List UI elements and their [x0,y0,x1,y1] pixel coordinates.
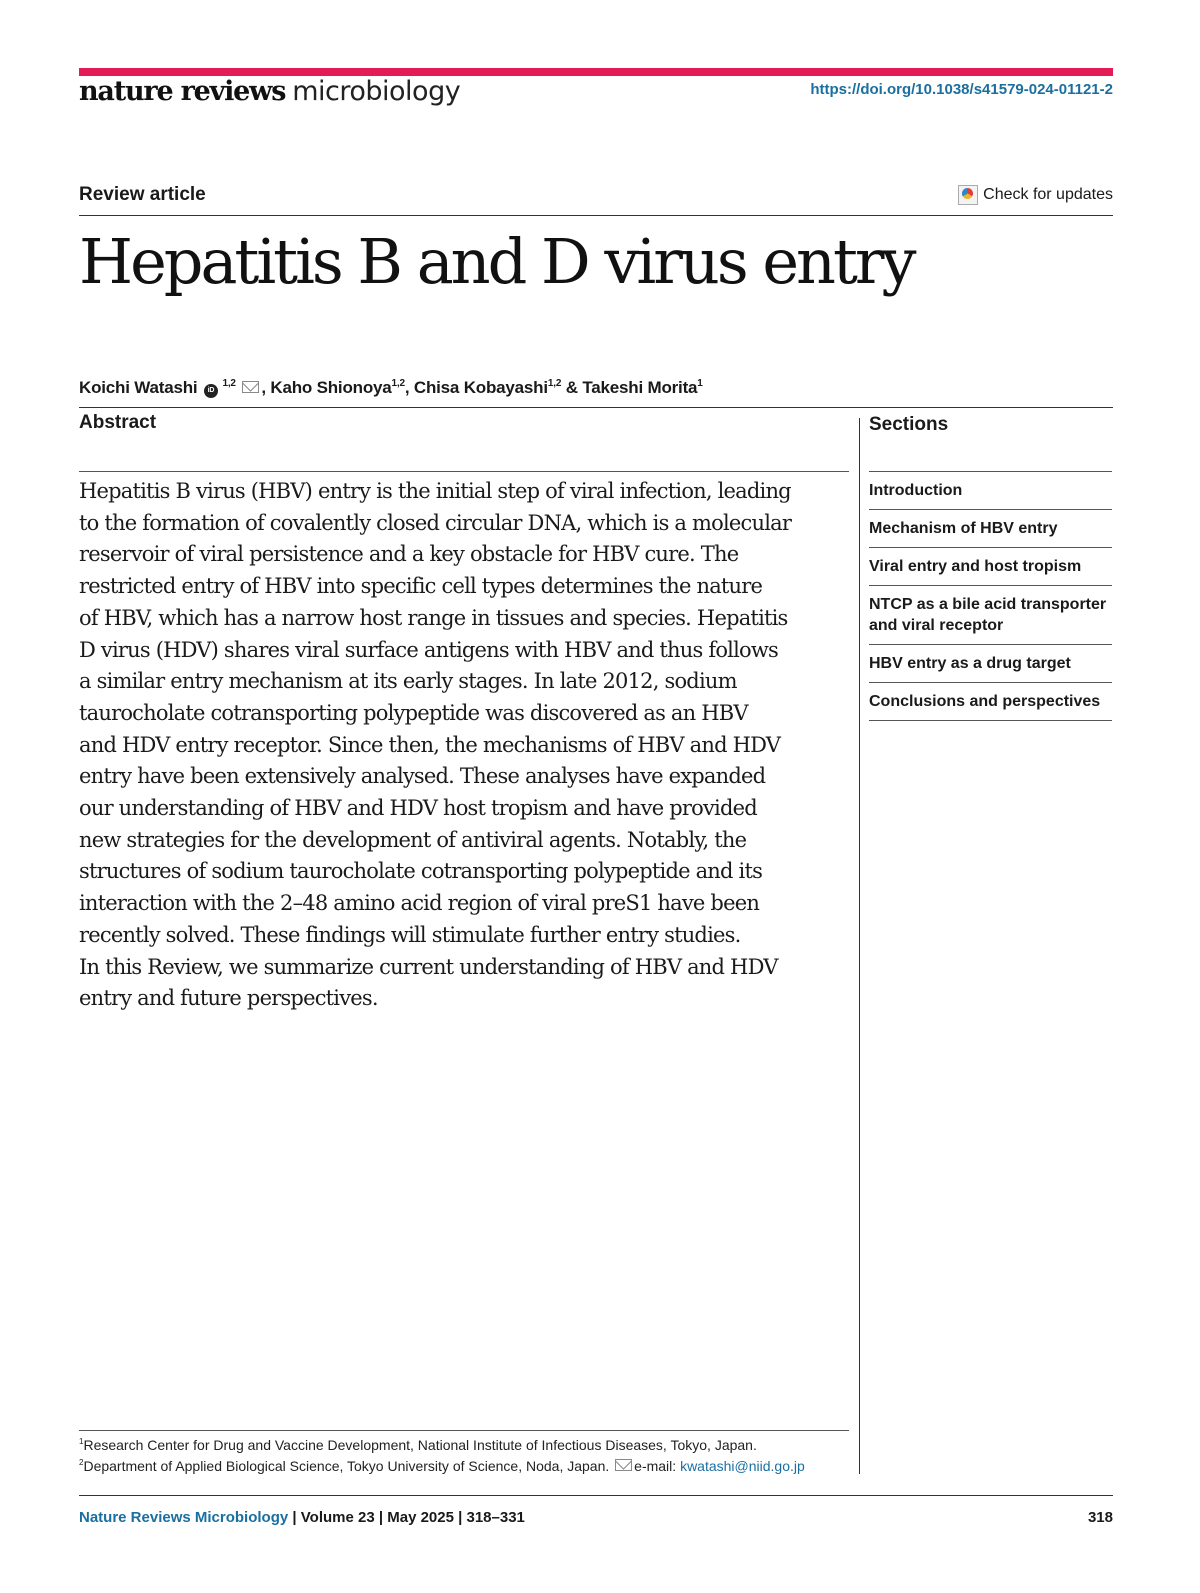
section-link-tropism[interactable]: Viral entry and host tropism [869,547,1112,585]
author-name[interactable]: Koichi Watashi [79,378,198,397]
author-affiliation-sup: 1,2 [547,378,562,389]
author-name[interactable]: Chisa Kobayashi [413,378,548,397]
footer-sep: | [374,1509,388,1526]
email-label: e-mail: [634,1458,677,1474]
author-affiliation-sup: 1,2 [222,378,236,389]
footer-sep: | [288,1509,301,1526]
brand-light-text: microbiology [292,76,461,107]
column-divider [859,418,860,1474]
affiliation-text: Research Center for Drug and Vaccine Development, National Institute of Infectious Diseases, Tokyo, Japan. [83,1437,757,1453]
abstract-line: entry have been extensively analysed. These analyses have expanded [79,764,766,789]
section-link-ntcp[interactable]: NTCP as a bile acid transporter and viral receptor [869,585,1112,644]
abstract-line: a similar entry mechanism at its early stages. In late 2012, sodium [79,669,737,694]
brand-bold-text: nature reviews [79,76,286,107]
check-for-updates-label: Check for updates [983,186,1113,203]
orcid-icon[interactable]: iD [204,384,218,398]
abstract-line: In this Review, we summarize current understanding of HBV and HDV [79,954,778,979]
author-affiliation-sup: 1,2 [391,378,405,389]
article-type-label: Review article [79,184,206,205]
doi-link[interactable]: https://doi.org/10.1038/s41579-024-01121-2 [810,81,1113,98]
divider [79,215,1113,216]
author-affiliation-sup: 1 [697,378,703,389]
affiliation-2 [79,1458,805,1474]
section-link-drug-target[interactable]: HBV entry as a drug target [869,644,1112,682]
crossmark-icon [958,185,978,205]
author-name[interactable]: Kaho Shionoya [270,378,392,397]
footer-citation [79,1509,525,1526]
page-number: 318 [1087,1509,1113,1526]
author-name[interactable]: Takeshi Morita [582,378,698,397]
affiliation-1 [79,1437,757,1453]
footer-date: May 2025 [387,1509,454,1526]
check-for-updates-button[interactable] [958,185,1113,205]
section-link-introduction[interactable]: Introduction [869,471,1112,509]
article-title: Hepatitis B and D virus entry [79,225,914,298]
footer-sep: | [453,1509,467,1526]
abstract-line: our understanding of HBV and HDV host tropism and have provided [79,796,757,821]
abstract-line: Hepatitis B virus (HBV) entry is the initial step of viral infection, leading [79,479,791,503]
abstract-line: and HDV entry receptor. Since then, the mechanisms of HBV and HDV [79,732,781,757]
email-icon [615,1459,632,1471]
abstract-line: to the formation of covalently closed circular DNA, which is a molecular [79,510,792,535]
section-link-conclusions[interactable]: Conclusions and perspectives [869,682,1112,721]
author-separator: , [404,378,414,397]
footer-pages: 318–331 [466,1509,525,1526]
abstract-heading: Abstract [79,412,157,433]
author-list [79,378,703,398]
abstract-line: structures of sodium taurocholate cotransporting polypeptide and its [79,859,763,884]
divider [79,1430,849,1431]
abstract-line: recently solved. These findings will stimulate further entry studies. [79,922,741,947]
abstract-line: D virus (HDV) shares viral surface antigens with HBV and thus follows [79,637,778,662]
author-separator: , [261,378,271,397]
affiliation-text: Department of Applied Biological Science, Tokyo University of Science, Noda, Japan. [83,1458,610,1474]
abstract-line: taurocholate cotransporting polypeptide was discovered as an HBV [79,700,748,725]
author-separator: & [561,378,583,397]
abstract-body [79,476,859,1015]
abstract-line: restricted entry of HBV into specific cell types determines the nature [79,574,763,599]
affiliation-sup: 2 [79,1458,84,1467]
section-link-mechanism[interactable]: Mechanism of HBV entry [869,509,1112,547]
email-icon[interactable] [242,381,259,393]
journal-brand-logo [79,76,460,107]
sections-nav [869,471,1112,721]
footer-volume: Volume 23 [300,1509,375,1526]
email-link[interactable]: kwatashi@niid.go.jp [680,1458,805,1474]
top-accent-bar [79,68,1113,76]
abstract-line: entry and future perspectives. [79,986,378,1011]
divider [79,407,1113,408]
abstract-line: new strategies for the development of antiviral agents. Notably, the [79,827,747,852]
abstract-line: reservoir of viral persistence and a key obstacle for HBV cure. The [79,542,739,567]
sections-heading: Sections [869,414,949,435]
affiliation-sup: 1 [79,1437,84,1446]
divider [79,471,849,472]
divider [79,1495,1113,1496]
footer-journal-link[interactable]: Nature Reviews Microbiology [79,1509,289,1526]
abstract-line: interaction with the 2–48 amino acid region of viral preS1 have been [79,891,760,916]
abstract-line: of HBV, which has a narrow host range in tissues and species. Hepatitis [79,605,788,630]
